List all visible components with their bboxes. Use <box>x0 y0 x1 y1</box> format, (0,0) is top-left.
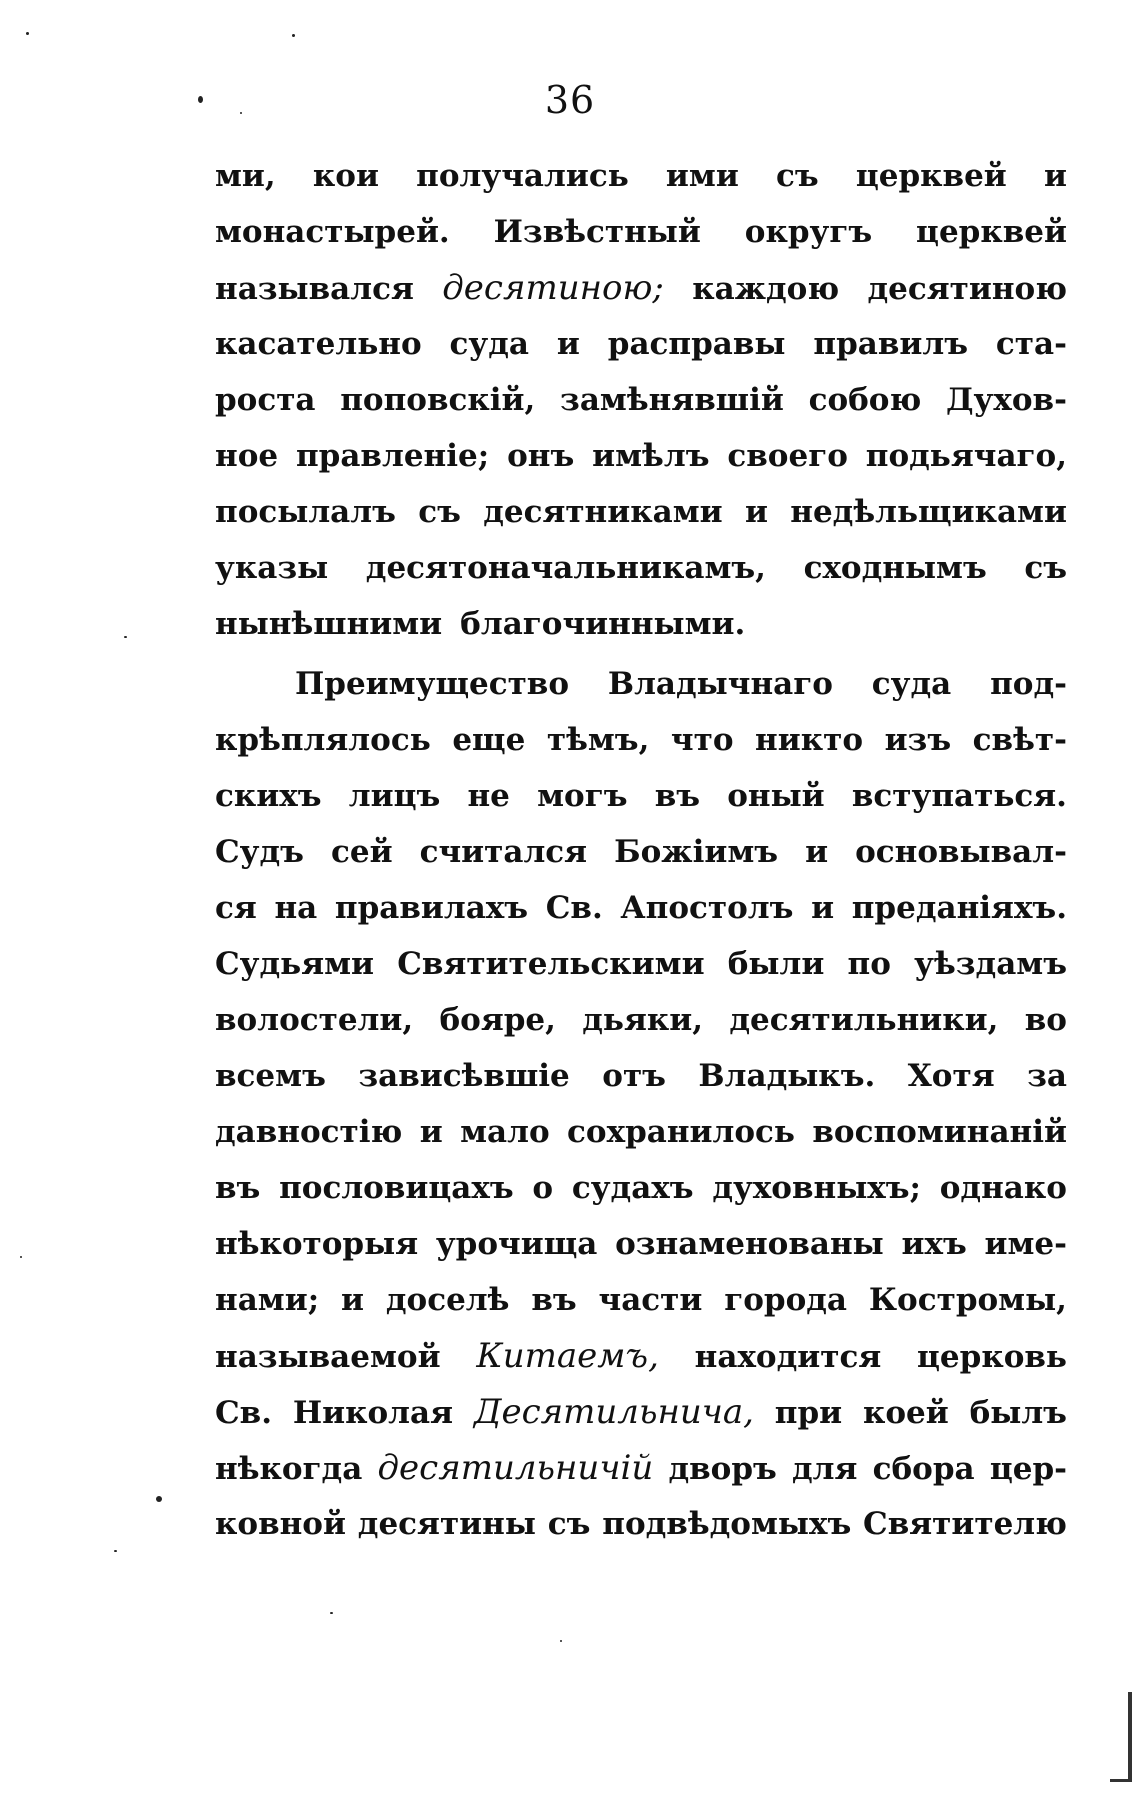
word: еще <box>452 722 526 758</box>
word: отъ <box>602 1058 666 1094</box>
word: Божіимъ <box>614 834 779 870</box>
text-line <box>215 656 1067 712</box>
word: дворъ <box>668 1451 777 1487</box>
page-number: 36 <box>544 78 596 122</box>
word: лицъ <box>348 778 441 814</box>
scan-speck <box>330 1612 333 1614</box>
word: крѣплялось <box>215 722 431 758</box>
word: ся <box>215 890 257 926</box>
word: и <box>556 326 580 362</box>
word: дьяки, <box>582 1002 704 1038</box>
word: всемъ <box>215 1058 326 1094</box>
text-line <box>215 824 1067 880</box>
word: сей <box>330 834 393 870</box>
scan-speck <box>560 1640 562 1642</box>
word: Святительскими <box>397 946 705 982</box>
word: никто <box>755 722 864 758</box>
text-line <box>215 1440 1067 1496</box>
word: посылалъ <box>215 494 396 530</box>
scan-edge-mark <box>1128 1692 1132 1782</box>
word: десятиною <box>867 271 1067 307</box>
word: поповскій, <box>340 382 536 418</box>
word: десятниками <box>483 494 723 530</box>
text-line <box>215 1496 1067 1552</box>
word: давностію <box>215 1114 403 1150</box>
word: тѣмъ, <box>546 722 650 758</box>
word: нѣкоторыя <box>215 1226 419 1262</box>
word: округъ <box>744 214 873 250</box>
word: ознаменованы <box>615 1226 884 1262</box>
word: нами; <box>215 1282 320 1318</box>
word: Св. <box>215 1395 273 1431</box>
word: ими <box>665 158 739 194</box>
text-line <box>215 1216 1067 1272</box>
text-line <box>215 596 1067 652</box>
word: о <box>532 1170 554 1206</box>
word: правилъ <box>813 326 969 362</box>
word: назывался <box>215 271 414 307</box>
word: десятоначальникамъ, <box>365 550 766 586</box>
word: воспоминаній <box>812 1114 1067 1150</box>
word: церквей <box>916 214 1067 250</box>
word: Святителю <box>863 1506 1067 1542</box>
text-line <box>215 880 1067 936</box>
word: церковь <box>917 1339 1067 1375</box>
word: ихъ <box>901 1226 967 1262</box>
word: Апостолъ <box>620 890 794 926</box>
word: благочинными. <box>460 606 746 642</box>
word: подьячаго, <box>865 438 1067 474</box>
word: десятильники, <box>729 1002 999 1038</box>
word: десятильничій <box>377 1448 654 1488</box>
word: не <box>467 778 510 814</box>
word: десятиною; <box>442 268 664 308</box>
word: съ <box>1024 550 1067 586</box>
word: подвѣдомыхъ <box>602 1506 852 1542</box>
word: правленіе; <box>295 438 490 474</box>
text-line <box>215 540 1067 596</box>
word: могъ <box>537 778 628 814</box>
word: съ <box>776 158 819 194</box>
word: былъ <box>969 1395 1067 1431</box>
word: зависѣвшіе <box>358 1058 570 1094</box>
word: за <box>1027 1058 1067 1094</box>
word: съ <box>547 1506 591 1542</box>
word: правилахъ <box>334 890 529 926</box>
word: бояре, <box>439 1002 556 1038</box>
word: и <box>744 494 768 530</box>
word: коей <box>862 1395 949 1431</box>
word: и <box>805 834 829 870</box>
word: и <box>419 1114 443 1150</box>
word: нынѣшними <box>215 606 443 642</box>
scan-speck <box>124 636 127 638</box>
word: суда <box>449 326 529 362</box>
scan-speck <box>240 112 242 114</box>
word: вступаться. <box>851 778 1067 814</box>
word: своего <box>727 438 848 474</box>
word: роста <box>215 382 316 418</box>
word: города <box>724 1282 847 1318</box>
word: Духов- <box>945 382 1067 418</box>
word: получались <box>416 158 629 194</box>
word: по <box>847 946 891 982</box>
word: ковной <box>215 1506 346 1542</box>
word: ное <box>215 438 279 474</box>
scan-speck <box>20 1256 22 1258</box>
scan-speck <box>292 34 295 37</box>
word: преданіяхъ. <box>851 890 1067 926</box>
word: изъ <box>884 722 952 758</box>
word: Владычнаго <box>607 666 833 702</box>
word: имѣлъ <box>592 438 710 474</box>
word: Преимущество <box>295 666 570 702</box>
scan-speck <box>114 1550 117 1552</box>
word: церквей <box>855 158 1007 194</box>
text-line <box>215 768 1067 824</box>
word: въ <box>531 1282 577 1318</box>
word: сходнымъ <box>803 550 987 586</box>
word: въ <box>215 1170 261 1206</box>
scan-speck <box>26 32 29 35</box>
word: под- <box>990 666 1067 702</box>
word: Судьями <box>215 946 375 982</box>
text-line <box>215 372 1067 428</box>
word: недѣльщиками <box>790 494 1067 530</box>
word: име- <box>984 1226 1067 1262</box>
word: духовныхъ; <box>712 1170 921 1206</box>
word: Хотя <box>907 1058 995 1094</box>
word: Костромы, <box>868 1282 1067 1318</box>
word: что <box>670 722 734 758</box>
word: Десятильнича, <box>473 1392 754 1432</box>
word: съ <box>418 494 461 530</box>
word: были <box>727 946 825 982</box>
word: ми, <box>215 158 276 194</box>
text-line <box>215 1160 1067 1216</box>
word: суда <box>871 666 952 702</box>
word: и <box>1043 158 1067 194</box>
text-line <box>215 204 1067 260</box>
scan-speck <box>156 1496 162 1502</box>
word: оный <box>727 778 825 814</box>
word: для <box>792 1451 858 1487</box>
scan-edge-mark <box>1110 1779 1132 1782</box>
word: нѣкогда <box>215 1451 363 1487</box>
word: мало <box>460 1114 550 1150</box>
word: на <box>274 890 318 926</box>
text-line <box>215 148 1067 204</box>
word: однако <box>939 1170 1067 1206</box>
word: онъ <box>507 438 575 474</box>
word: уѣздамъ <box>914 946 1067 982</box>
text-line <box>215 1104 1067 1160</box>
text-line <box>215 992 1067 1048</box>
text-line <box>215 428 1067 484</box>
text-line <box>215 316 1067 372</box>
word: урочища <box>435 1226 598 1262</box>
word: и <box>811 890 835 926</box>
word: собою <box>808 382 922 418</box>
word: касательно <box>215 326 422 362</box>
word: во <box>1024 1002 1067 1038</box>
word: Св. <box>545 890 603 926</box>
body-text <box>215 148 1067 1552</box>
word: при <box>774 1395 843 1431</box>
word: скихъ <box>215 778 322 814</box>
word: считался <box>419 834 588 870</box>
text-line <box>215 1272 1067 1328</box>
text-line <box>215 484 1067 540</box>
word: пословицахъ <box>279 1170 514 1206</box>
word: называемой <box>215 1339 441 1375</box>
scan-speck <box>198 96 203 103</box>
word: расправы <box>607 326 786 362</box>
word: основывал- <box>855 834 1067 870</box>
word: волостели, <box>215 1002 414 1038</box>
word: Извѣстный <box>493 214 701 250</box>
word: десятины <box>357 1506 536 1542</box>
text-line <box>215 260 1067 316</box>
word: монастырей. <box>215 214 450 250</box>
word: находится <box>694 1339 882 1375</box>
word: Владыкъ. <box>698 1058 876 1094</box>
word: указы <box>215 550 329 586</box>
text-line <box>215 936 1067 992</box>
word: ста- <box>995 326 1067 362</box>
word: сохранилось <box>567 1114 795 1150</box>
word: Николая <box>292 1395 454 1431</box>
word: цер- <box>989 1451 1067 1487</box>
word: въ <box>654 778 701 814</box>
word: сбора <box>872 1451 975 1487</box>
word: свѣт- <box>972 722 1067 758</box>
text-line <box>215 1384 1067 1440</box>
text-line <box>215 712 1067 768</box>
word: Китаемъ, <box>476 1336 659 1376</box>
word: доселѣ <box>385 1282 510 1318</box>
word: кои <box>312 158 379 194</box>
word: части <box>598 1282 703 1318</box>
word: и <box>341 1282 364 1318</box>
word: судахъ <box>571 1170 694 1206</box>
text-line <box>215 1328 1067 1384</box>
word: каждою <box>692 271 840 307</box>
word: Судъ <box>215 834 304 870</box>
text-line <box>215 1048 1067 1104</box>
word: замѣнявшій <box>560 382 784 418</box>
